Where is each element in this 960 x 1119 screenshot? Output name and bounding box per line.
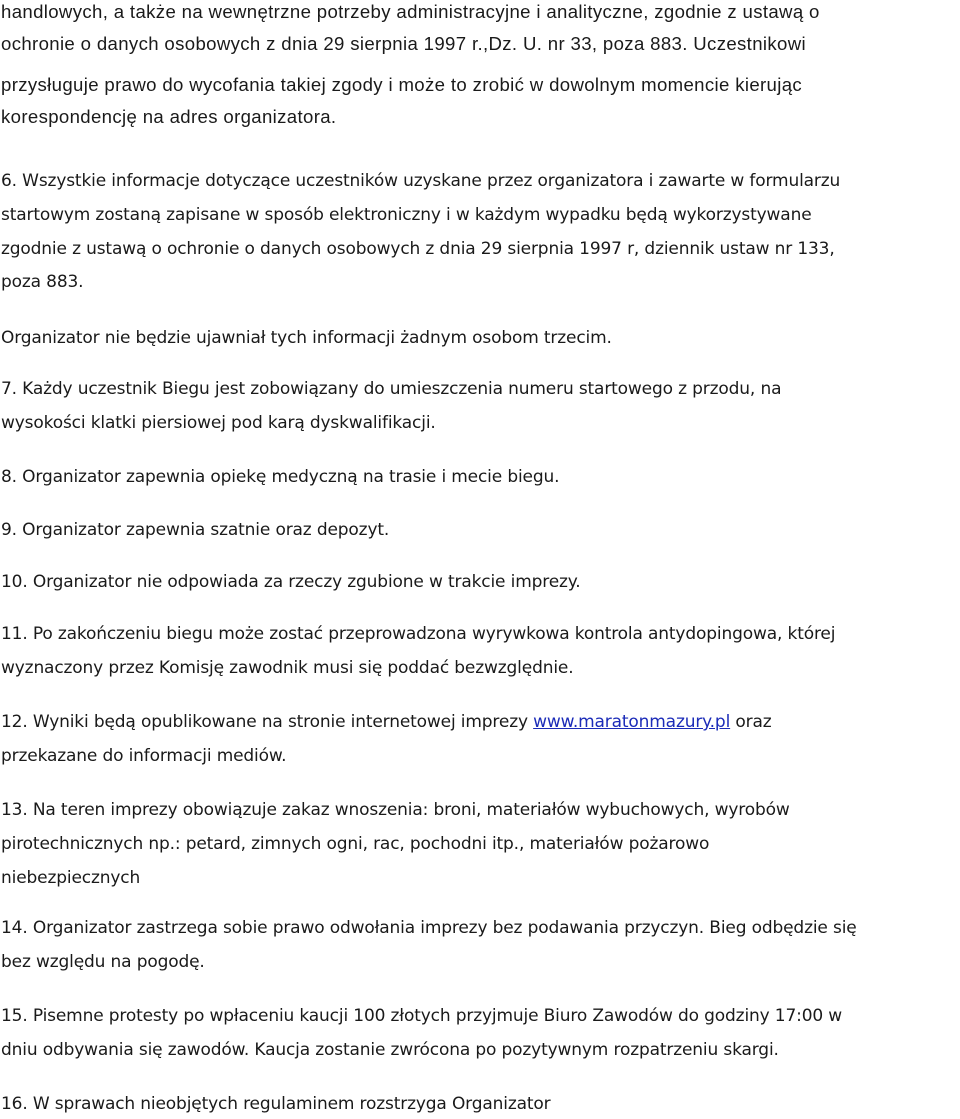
paragraph-13 [1,794,956,895]
text-line: niebezpiecznych [1,867,141,888]
paragraph-6 [1,165,956,300]
text-line: 9. Organizator zapewnia szatnie oraz depozyt. [1,520,390,540]
text-line: przekazane do informacji mediów. [1,745,287,766]
paragraph-11 [1,618,956,686]
text-line: Organizator nie będzie ujawniał tych informacji żadnym osobom trzecim. [1,328,612,348]
paragraph-16 [1,1088,956,1119]
text-line: 10. Organizator nie odpowiada za rzeczy zgubione w trakcie imprezy. [1,572,581,592]
text-line: 8. Organizator zapewnia opiekę medyczną na trasie i mecie biegu. [1,467,560,487]
paragraph-15 [1,1000,956,1068]
text-line: 7. Każdy uczestnik Biegu jest zobowiązany do umieszczenia numeru startowego z przodu, na [1,379,782,399]
paragraph-intro [1,0,956,133]
text-line: zgodnie z ustawą o ochronie o danych osobowych z dnia 29 sierpnia 1997 r, dziennik ustaw nr 133, [1,238,835,259]
text-segment: 12. Wyniki będą opublikowane na stronie internetowej imprezy [1,712,534,732]
text-line: bez względu na pogodę. [1,951,205,972]
text-line: ochronie o danych osobowych z dnia 29 sierpnia 1997 r.,Dz. U. nr 33, poza 883. Uczestnikowi [1,33,806,54]
text-line: dniu odbywania się zawodów. Kaucja zostanie zwrócona po pozytywnym rozpatrzeniu skargi. [1,1039,779,1060]
paragraph-7 [1,373,956,441]
text-line: korespondencję na adres organizatora. [1,106,337,127]
paragraph-12 [1,706,956,774]
text-line: 13. Na teren imprezy obowiązuje zakaz wnoszenia: broni, materiałów wybuchowych, wyrobów [1,800,790,820]
text-line: handlowych, a także na wewnętrzne potrzeby administracyjne i analityczne, zgodnie z ustawą o [1,1,820,22]
text-line: 14. Organizator zastrzega sobie prawo odwołania imprezy bez podawania przyczyn. Bieg odbędzie się [1,918,857,938]
text-segment: oraz [730,712,772,732]
text-line: 15. Pisemne protesty po wpłaceniu kaucji 100 złotych przyjmuje Biuro Zawodów do godziny 17:00 w [1,1006,843,1026]
text-line: 11. Po zakończeniu biegu może zostać przeprowadzona wyrywkowa kontrola antydopingowa, której [1,624,836,644]
text-line: startowym zostaną zapisane w sposób elektroniczny i w każdym wypadku będą wykorzystywane [1,204,812,225]
text-line: przysługuje prawo do wycofania takiej zgody i może to zrobić w dowolnym momencie kierując [1,74,803,95]
text-line: 6. Wszystkie informacje dotyczące uczestników uzyskane przez organizatora i zawarte w formularzu [1,171,841,191]
text-line: wysokości klatki piersiowej pod karą dyskwalifikacji. [1,412,436,433]
paragraph-14 [1,912,956,980]
paragraph-10 [1,566,956,600]
text-line: poza 883. [1,272,84,293]
text-line [1,706,956,740]
website-link[interactable]: www.maratonmazury.pl [533,712,731,732]
paragraph-6-note [1,322,956,356]
paragraph-8 [1,461,956,495]
text-line: wyznaczony przez Komisję zawodnik musi się poddać bezwzględnie. [1,657,574,678]
text-line: 16. W sprawach nieobjętych regulaminem rozstrzyga Organizator [1,1094,551,1114]
text-line: pirotechnicznych np.: petard, zimnych ogni, rac, pochodni itp., materiałów pożarowo [1,833,710,854]
paragraph-9 [1,514,956,548]
